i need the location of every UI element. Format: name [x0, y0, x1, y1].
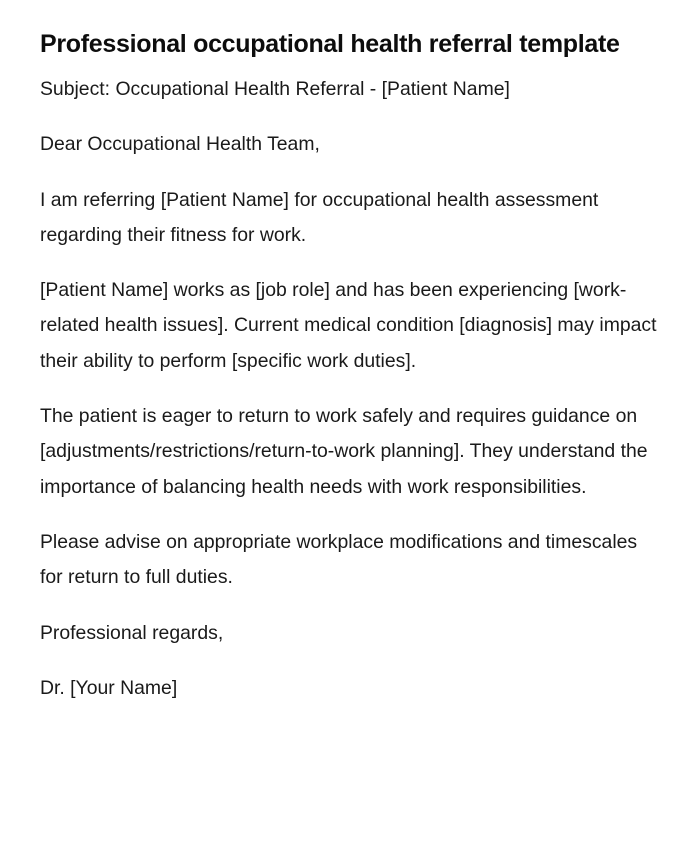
closing-line: Professional regards,: [40, 621, 224, 644]
document-title: Professional occupational health referral template: [40, 30, 620, 58]
body-paragraph-3: The patient is eager to return to work safely and requires guidance on [adjustments/restrictions/return-to-work planning]. They understand the importance of balancing health needs with work responsibilities.: [40, 405, 648, 498]
body-paragraph-1: I am referring [Patient Name] for occupational health assessment regarding their fitness for work.: [40, 188, 599, 246]
signature: Dr. [Your Name]: [40, 676, 178, 699]
body-paragraph-2: [Patient Name] works as [job role] and has been experiencing [work-related health issues]. Current medical condition [diagnosis] may impact their ability to perform [specific work duties].: [40, 279, 657, 372]
body-paragraph-4: Please advise on appropriate workplace modifications and timescales for return to full duties.: [40, 530, 638, 589]
subject-line: Subject: Occupational Health Referral - [Patient Name]: [40, 78, 510, 100]
greeting: Dear Occupational Health Team,: [40, 133, 320, 156]
